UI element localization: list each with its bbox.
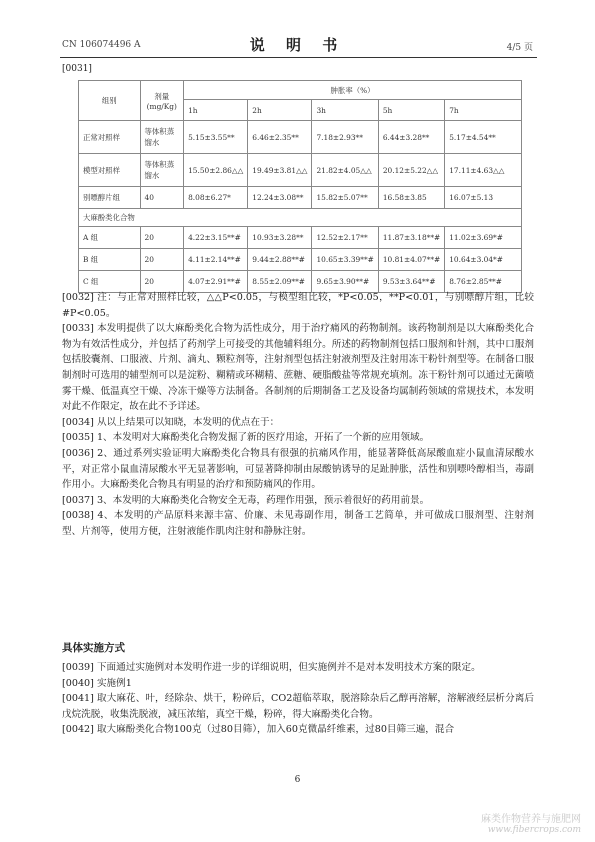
row-group: B 组 <box>79 249 141 271</box>
row-dose: 20 <box>140 271 184 293</box>
row-value: 8.55±2.09**# <box>248 271 312 293</box>
header-time-2h: 2h <box>248 100 312 121</box>
paragraph-0032: [0032] 注：与正常对照样比较，△△P<0.05，与模型组比较，*P<0.05，**P<0.01，与别嘌醇片组，比较#P<0.05。 <box>62 292 534 319</box>
row-value: 16.58±3.85 <box>378 187 444 209</box>
body-text-block-1 <box>62 290 534 540</box>
body-text-block-2 <box>62 660 534 738</box>
table-row <box>79 154 522 187</box>
row-value: 16.07±5.13 <box>445 187 522 209</box>
row-value: 10.93±3.28** <box>248 227 312 249</box>
document-title: 说 明 书 <box>249 36 346 54</box>
row-value: 7.18±2.93** <box>312 121 378 154</box>
page-info: 4/5 页 <box>506 43 533 53</box>
row-value: 4.11±2.14**# <box>184 249 248 271</box>
row-value: 8.76±2.85**# <box>445 271 522 293</box>
row-value: 9.44±2.88**# <box>248 249 312 271</box>
header-time-5h: 5h <box>378 100 444 121</box>
row-value: 5.15±3.55** <box>184 121 248 154</box>
row-value: 12.52±2.17** <box>312 227 378 249</box>
header-time-7h: 7h <box>445 100 522 121</box>
row-value: 10.81±4.07**# <box>378 249 444 271</box>
row-value: 4.22±3.15**# <box>184 227 248 249</box>
row-dose: 等体积蒸馏水 <box>140 154 184 187</box>
row-value: 6.46±2.35** <box>248 121 312 154</box>
paragraph-0033: [0033] 本发明提供了以大麻酚类化合物为活性成分，用于治疗痛风的药物制剂。该药物制剂是以大麻酚类化合物为有效活性成分，并包括了药剂学上可接受的其他辅料组分。所述的药物制剂包括口服剂和针剂，其中口服剂包括胶囊剂、口服液、片剂、滴丸、颗粒剂等，注射剂型包括注射液剂型及注射用冻干粉针剂型等。在制备口服制剂时可选用的辅型剂可以是淀粉、糊精或环糊精、蔗糖、硬脂酸盐等常规充填剂。冻干粉针剂可以通过无菌喷雾干燥、低温真空干燥、冷冻干燥等方法制备。各制剂的后期制备工艺及设备均属制药领域的常规技术，本发明对此不作限定，故在此不予详述。 <box>62 323 534 413</box>
row-dose: 20 <box>140 249 184 271</box>
row-value: 17.11±4.63△△ <box>445 154 522 187</box>
row-value: 4.07±2.91**# <box>184 271 248 293</box>
swelling-rate-table <box>78 80 522 293</box>
header-time-3h: 3h <box>312 100 378 121</box>
row-value: 10.64±3.04*# <box>445 249 522 271</box>
paragraph-0040: [0040] 实施例1 <box>62 677 132 689</box>
paragraph-0041: [0041] 取大麻花、叶，经除杂、烘干，粉碎后，CO2超临萃取，脱溶除杂后乙醇再溶解，溶解液经层析分离后戊烷洗脱，收集洗脱液，减压浓缩，真空干燥，粉碎，得大麻酚类化合物。 <box>62 693 534 720</box>
table-row <box>79 249 522 271</box>
paragraph-number-0031: [0031] <box>62 64 92 74</box>
header-dose-line1: 剂量 <box>154 91 170 101</box>
header-dose <box>140 81 184 121</box>
paragraph-0036: [0036] 2、通过系列实验证明大麻酚类化合物具有很强的抗痛风作用，能显著降低高尿酸血症小鼠血清尿酸水平，对正常小鼠血清尿酸水平无显著影响，可显著降抑制由尿酸钠诱导的足趾肿胀，活性和别嘌呤醇相当，毒副作用小。大麻酚类化合物具有明显的治疗和预防痛风的作用。 <box>62 447 534 491</box>
row-dose: 40 <box>140 187 184 209</box>
table-row <box>79 187 522 209</box>
section-heading-embodiments: 具体实施方式 <box>62 642 125 654</box>
header-time-1h: 1h <box>184 100 248 121</box>
header-group: 组别 <box>79 81 141 121</box>
paragraph-0038: [0038] 4、本发明的产品原料来源丰富、价廉、未见毒副作用，制备工艺简单，并可做成口服剂型、注射剂型、片剂等，使用方便，注射液能作肌肉注射和静脉注射。 <box>62 510 534 537</box>
header-swelling-rate: 肿胀率（%） <box>184 81 522 100</box>
row-group: C 组 <box>79 271 141 293</box>
paragraph-0037: [0037] 3、本发明的大麻酚类化合物安全无毒，药理作用强，预示着很好的药用前景。 <box>62 494 430 506</box>
watermark-url: www.fibercrops.com <box>487 825 581 835</box>
paragraph-0042: [0042] 取大麻酚类化合物100克（过80目筛），加入60克微晶纤维素，过80目筛三遍，混合 <box>62 724 455 736</box>
paragraph-0035: [0035] 1、本发明对大麻酚类化合物发掘了新的医疗用途，开拓了一个新的应用领域。 <box>62 432 430 444</box>
page-number: 6 <box>294 775 301 785</box>
paragraph-0039: [0039] 下面通过实施例对本发明作进一步的详细说明，但实施例并不是对本发明技术方案的限定。 <box>62 662 481 673</box>
row-value: 8.08±6.27* <box>184 187 248 209</box>
row-value: 15.82±5.07** <box>312 187 378 209</box>
row-value: 11.02±3.69*# <box>445 227 522 249</box>
row-group: A 组 <box>79 227 141 249</box>
header-dose-line2: (mg/Kg) <box>146 101 177 111</box>
table-row <box>79 227 522 249</box>
header-divider <box>60 57 537 58</box>
row-value: 6.44±3.28** <box>378 121 444 154</box>
row-value: 10.65±3.39**# <box>312 249 378 271</box>
table-row <box>79 121 522 154</box>
row-dose: 等体积蒸馏水 <box>140 121 184 154</box>
row-value: 9.65±3.90**# <box>312 271 378 293</box>
row-value: 19.49±3.81△△ <box>248 154 312 187</box>
row-group: 正常对照样 <box>79 121 141 154</box>
watermark-site-name: 麻类作物营养与施肥网 <box>481 814 581 825</box>
paragraph-0034: [0034] 从以上结果可以知晓，本发明的优点在于： <box>62 416 280 428</box>
row-value: 15.50±2.86△△ <box>184 154 248 187</box>
row-group: 别嘌醇片组 <box>79 187 141 209</box>
row-value: 12.24±3.08** <box>248 187 312 209</box>
row-value: 9.53±3.64**# <box>378 271 444 293</box>
row-value: 20.12±5.22△△ <box>378 154 444 187</box>
section-label-cannabinoids: 大麻酚类化合物 <box>79 209 522 227</box>
patent-number: CN 106074496 A <box>62 40 141 50</box>
row-value: 11.87±3.18**# <box>378 227 444 249</box>
row-value: 5.17±4.54** <box>445 121 522 154</box>
row-dose: 20 <box>140 227 184 249</box>
row-group: 模型对照样 <box>79 154 141 187</box>
row-value: 21.82±4.05△△ <box>312 154 378 187</box>
